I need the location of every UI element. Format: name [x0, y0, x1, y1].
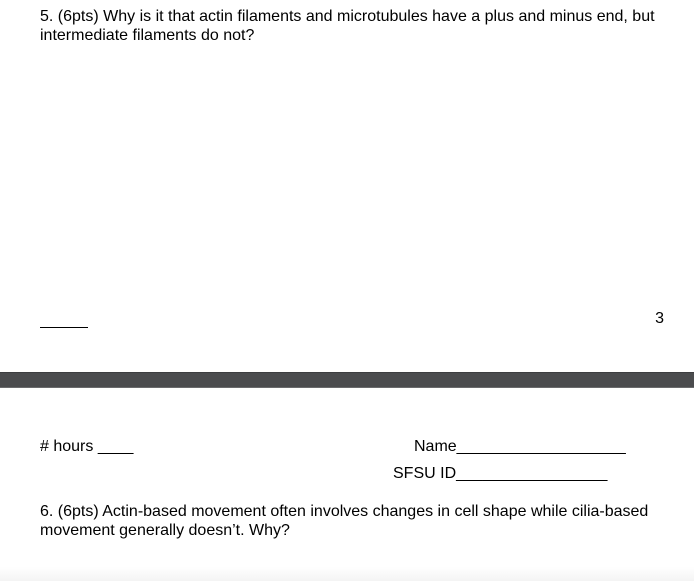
question-5-line-1: 5. (6pts) Why is it that actin filaments and microtubules have a plus and minus end, but: [40, 8, 655, 25]
page-bottom-fade: [0, 567, 694, 581]
hours-field-label: # hours ____: [40, 438, 134, 455]
sfsu-id-field-label: SFSU ID_________________: [393, 465, 608, 482]
score-blank-line: [40, 327, 88, 328]
question-6-line-1: 6. (6pts) Actin-based movement often involves changes in cell shape while cilia-based: [40, 503, 649, 520]
question-6-line-2: movement generally doesn’t. Why?: [40, 522, 290, 539]
question-5-text: [40, 7, 655, 45]
name-field-label: Name___________________: [414, 438, 626, 455]
document-page-bottom: [0, 388, 694, 581]
page-number: 3: [655, 310, 664, 327]
question-5-line-2: intermediate filaments do not?: [40, 27, 255, 44]
question-6-text: [40, 502, 648, 540]
page-separator: [0, 372, 694, 388]
